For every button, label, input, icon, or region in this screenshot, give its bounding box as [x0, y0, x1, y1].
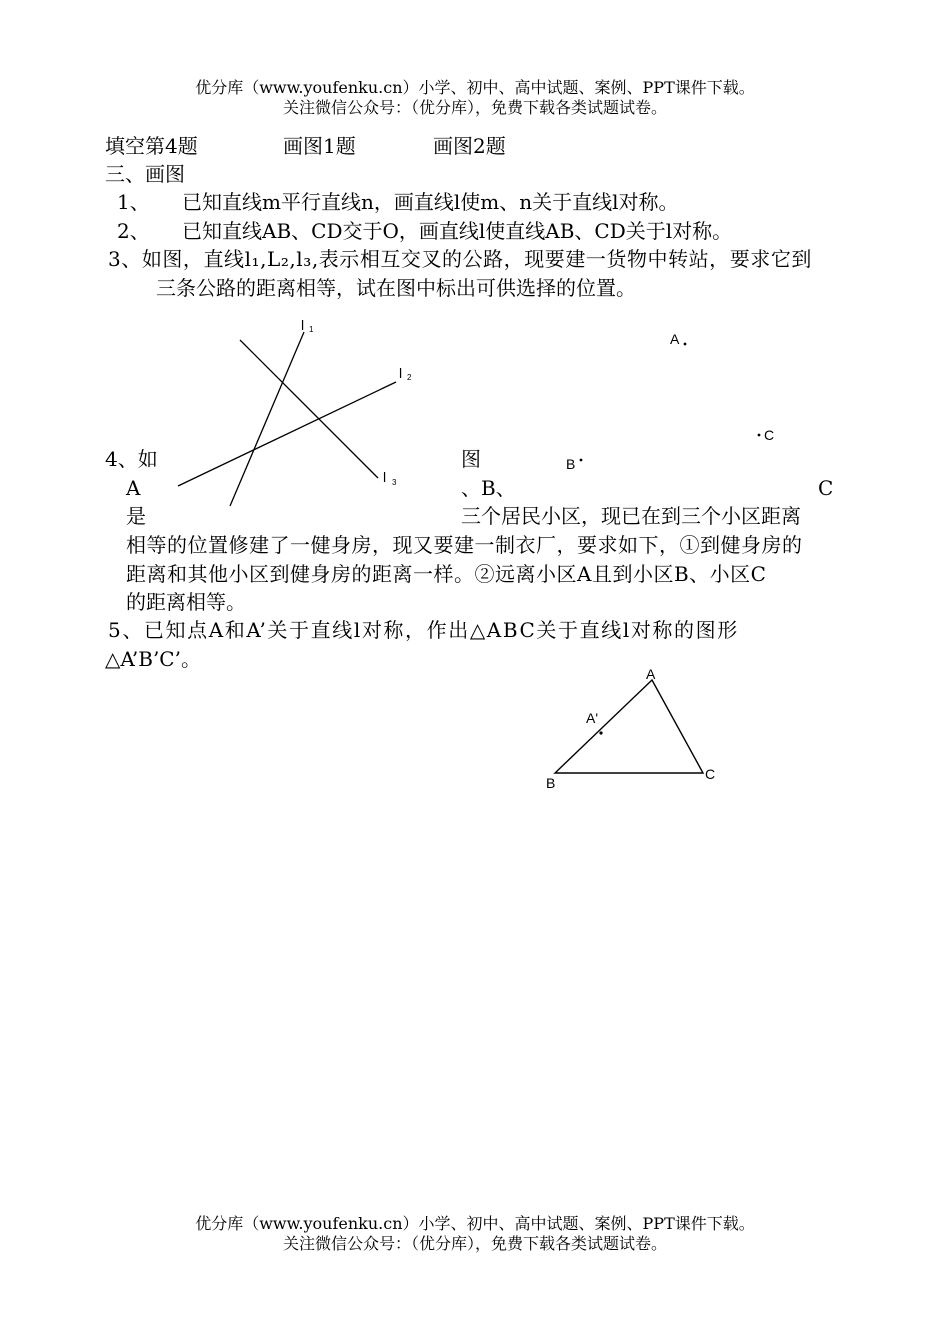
- header-line-1: 优分库（www.youfenku.cn）小学、初中、高中试题、案例、PPT课件下载。: [195, 78, 755, 97]
- road-line-l2: [178, 382, 396, 486]
- triangle-label-a: A: [646, 666, 656, 682]
- section-title: 三、画图: [105, 162, 185, 186]
- q2-text: 已知直线AB、CD交于O，画直线l使直线AB、CD关于l对称。: [182, 219, 733, 243]
- point-a: [684, 343, 687, 346]
- q3-line-2: 三条公路的距离相等，试在图中标出可供选择的位置。: [156, 276, 636, 300]
- q4-fragment-b: 、B、: [461, 476, 516, 500]
- road-line-l3: [240, 340, 378, 478]
- roads-figure: [170, 312, 430, 512]
- q2-number: 2、: [117, 219, 150, 243]
- label-l3-sub: 3: [392, 478, 397, 487]
- point-a-label: A: [670, 331, 680, 347]
- header-line-2: 关注微信公众号：（优分库），免费下载各类试题试卷。: [282, 98, 667, 117]
- q4-fragment-c: C: [818, 476, 834, 500]
- q4-fragment-a: A: [126, 476, 141, 500]
- q1-number: 1、: [117, 190, 150, 214]
- answer-label-fill-4: 填空第4题: [105, 134, 198, 158]
- answer-label-draw-1: 画图1题: [283, 134, 356, 158]
- point-b: [580, 459, 583, 462]
- q4-line-4: 的距离相等。: [126, 590, 246, 614]
- answer-label-draw-2: 画图2题: [433, 134, 506, 158]
- q5-line-2: △A’B’C’。: [105, 647, 201, 671]
- footer-line-2: 关注微信公众号：（优分库），免费下载各类试题试卷。: [282, 1234, 667, 1253]
- q4-fragment-shi: 是: [126, 504, 146, 528]
- point-c-label: C: [764, 427, 775, 443]
- q4-fragment-rest: 三个居民小区，现已在到三个小区距离: [461, 504, 801, 528]
- q3-line-1: 3、如图，直线l₁,L₂,l₃,表示相互交叉的公路，现要建一货物中转站，要求它到: [108, 247, 812, 271]
- triangle-label-a-prime: A': [586, 710, 599, 726]
- point-c: [758, 434, 761, 437]
- q4-line-2: 相等的位置修建了一健身房，现又要建一制衣厂，要求如下，①到健身房的: [126, 533, 803, 557]
- q4-line-3: 距离和其他小区到健身房的距离一样。②远离小区A且到小区B、小区C: [126, 562, 767, 586]
- label-l3: l: [383, 469, 387, 485]
- label-l2-sub: 2: [407, 373, 412, 382]
- points-figure: [555, 322, 795, 482]
- label-l1: l: [301, 317, 305, 333]
- triangle-label-b: B: [546, 775, 556, 791]
- q1-text: 已知直线m平行直线n，画直线l使m、n关于直线l对称。: [182, 190, 679, 214]
- label-l2: l: [399, 365, 403, 381]
- triangle-label-c: C: [705, 766, 716, 782]
- q4-fragment-tu: 图: [461, 447, 481, 471]
- q5-line-1: 5、已知点A和A’关于直线l对称，作出△ABC关于直线l对称的图形: [108, 618, 739, 642]
- footer-line-1: 优分库（www.youfenku.cn）小学、初中、高中试题、案例、PPT课件下载。: [195, 1214, 755, 1233]
- point-a-prime: [599, 731, 602, 734]
- point-b-label: B: [566, 456, 576, 472]
- road-line-l1: [230, 332, 304, 506]
- triangle-figure: [535, 662, 735, 797]
- q4-fragment-number: 4、如: [105, 447, 158, 471]
- label-l1-sub: 1: [309, 325, 314, 334]
- triangle-abc: [555, 680, 703, 773]
